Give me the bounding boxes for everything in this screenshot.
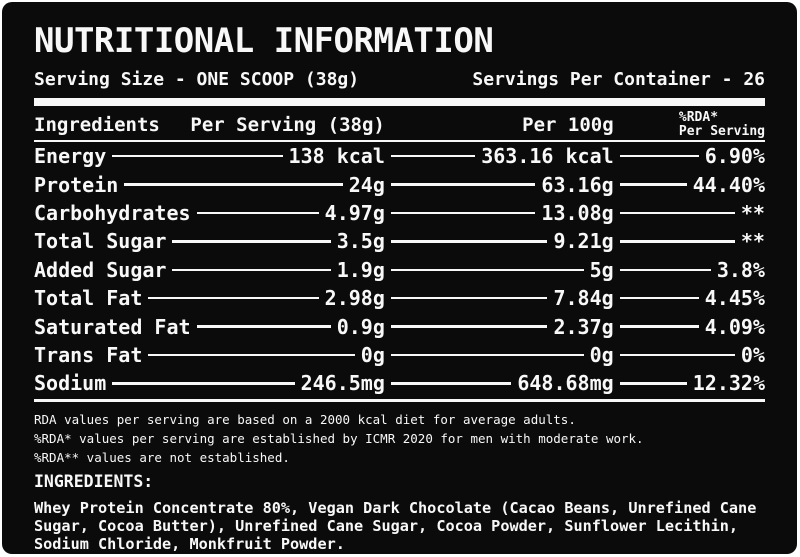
row-label: Carbohydrates	[34, 200, 191, 225]
leader-line	[172, 269, 330, 272]
per-100g-value: 5g	[589, 257, 614, 282]
leader-line	[620, 269, 711, 272]
leader-line	[620, 240, 735, 243]
leader-line	[391, 183, 536, 186]
row-label: Sodium	[34, 371, 107, 396]
row-label: Added Sugar	[34, 257, 167, 282]
table-row-carbohydrates	[34, 199, 765, 227]
rda-value: 4.09%	[704, 314, 765, 339]
per-100g-value: 2.37g	[553, 314, 614, 339]
per-serving-value: 0.9g	[336, 314, 385, 339]
leader-line	[620, 155, 699, 158]
leader-line	[620, 354, 735, 357]
rda-note-2: %RDA* values per serving are established by ICMR 2020 for men with moderate work.	[34, 430, 644, 446]
per-100g-value: 13.08g	[541, 200, 614, 225]
table-row-saturated-fat	[34, 312, 765, 340]
rda-value: **	[740, 200, 765, 225]
ingredients-list: Whey Protein Concentrate 80%, Vegan Dark Chocolate (Cacao Beans, Unrefined Cane Sugar, Cocoa Butter), Unrefined Cane Sugar, Cocoa Powder, Sunflower Lecithin, Sodium Chloride, Monkfruit Powder.	[34, 498, 757, 554]
servings-per-container-label: Servings Per Container - 26	[472, 68, 765, 90]
table-row-total-sugar	[34, 227, 765, 255]
row-label: Total Sugar	[34, 229, 167, 254]
row-label: Protein	[34, 172, 119, 197]
leader-line	[391, 240, 548, 243]
rda-value: 44.40%	[692, 172, 765, 197]
header-cell-ingredients-serving	[34, 114, 385, 136]
column-header-rda-line1: %RDA*	[678, 110, 719, 125]
leader-line	[197, 325, 331, 328]
leader-line	[112, 382, 294, 385]
rda-value: 3.8%	[716, 257, 765, 282]
column-header-rda	[679, 111, 765, 138]
table-bottom-divider	[34, 399, 765, 402]
rda-note-3: %RDA** values are not established.	[34, 450, 290, 466]
leader-line	[620, 325, 699, 328]
leader-line	[391, 297, 548, 300]
table-row-added-sugar	[34, 256, 765, 284]
table-row-sodium	[34, 369, 765, 397]
table-row-trans-fat	[34, 341, 765, 369]
per-100g-value: 9.21g	[553, 229, 614, 254]
nutrition-label-panel	[2, 2, 797, 554]
leader-line	[620, 212, 735, 215]
per-serving-value: 1.9g	[336, 257, 385, 282]
leader-line	[148, 297, 318, 300]
table-row-protein	[34, 170, 765, 198]
header-cell-rda	[614, 111, 765, 138]
column-header-ingredients: Ingredients	[34, 113, 160, 136]
leader-line	[391, 212, 536, 215]
section-divider-thick	[34, 98, 765, 106]
leader-line	[620, 297, 699, 300]
per-100g-value: 363.16 kcal	[481, 144, 614, 169]
per-100g-value: 0g	[589, 342, 614, 367]
leader-line	[391, 155, 475, 158]
leader-line	[172, 240, 330, 243]
table-row-energy	[34, 142, 765, 170]
per-serving-value: 3.5g	[336, 229, 385, 254]
leader-line	[391, 325, 548, 328]
per-serving-value: 246.5mg	[300, 371, 385, 396]
leader-line	[197, 212, 319, 215]
page-title: NUTRITIONAL INFORMATION	[34, 21, 494, 61]
leader-line	[112, 155, 282, 158]
leader-line	[620, 183, 687, 186]
leader-line	[124, 183, 342, 186]
column-header-per-100g: Per 100g	[522, 113, 614, 136]
leader-line	[148, 354, 354, 357]
rda-value: 4.45%	[704, 286, 765, 311]
column-header-per-serving: Per Serving (38g)	[190, 113, 385, 136]
rda-value: 12.32%	[692, 371, 765, 396]
rda-note-1: RDA values per serving are based on a 2000 kcal diet for average adults.	[34, 411, 576, 427]
per-serving-value: 2.98g	[324, 286, 385, 311]
rda-value: 6.90%	[704, 144, 765, 169]
per-100g-value: 63.16g	[541, 172, 614, 197]
per-100g-value: 7.84g	[553, 286, 614, 311]
per-serving-value: 138 kcal	[288, 144, 385, 169]
per-serving-value: 4.97g	[324, 200, 385, 225]
leader-line	[620, 382, 687, 385]
row-label: Energy	[34, 144, 107, 169]
rda-value: **	[740, 229, 765, 254]
column-header-rda-line2: Per Serving	[678, 123, 765, 139]
serving-info-row	[34, 67, 765, 91]
rda-notes	[34, 410, 765, 468]
per-100g-value: 648.68mg	[517, 371, 614, 396]
table-row-total-fat	[34, 284, 765, 312]
serving-size-label: Serving Size - ONE SCOOP (38g)	[34, 68, 360, 90]
row-label: Saturated Fat	[34, 314, 191, 339]
leader-line	[391, 354, 584, 357]
table-header-row	[34, 109, 765, 142]
per-serving-value: 0g	[360, 342, 385, 367]
row-label: Trans Fat	[34, 342, 143, 367]
leader-line	[391, 269, 584, 272]
per-serving-value: 24g	[348, 172, 385, 197]
leader-line	[391, 382, 511, 385]
row-label: Total Fat	[34, 286, 143, 311]
rda-value: 0%	[740, 342, 765, 367]
ingredients-heading: INGREDIENTS:	[34, 471, 154, 491]
